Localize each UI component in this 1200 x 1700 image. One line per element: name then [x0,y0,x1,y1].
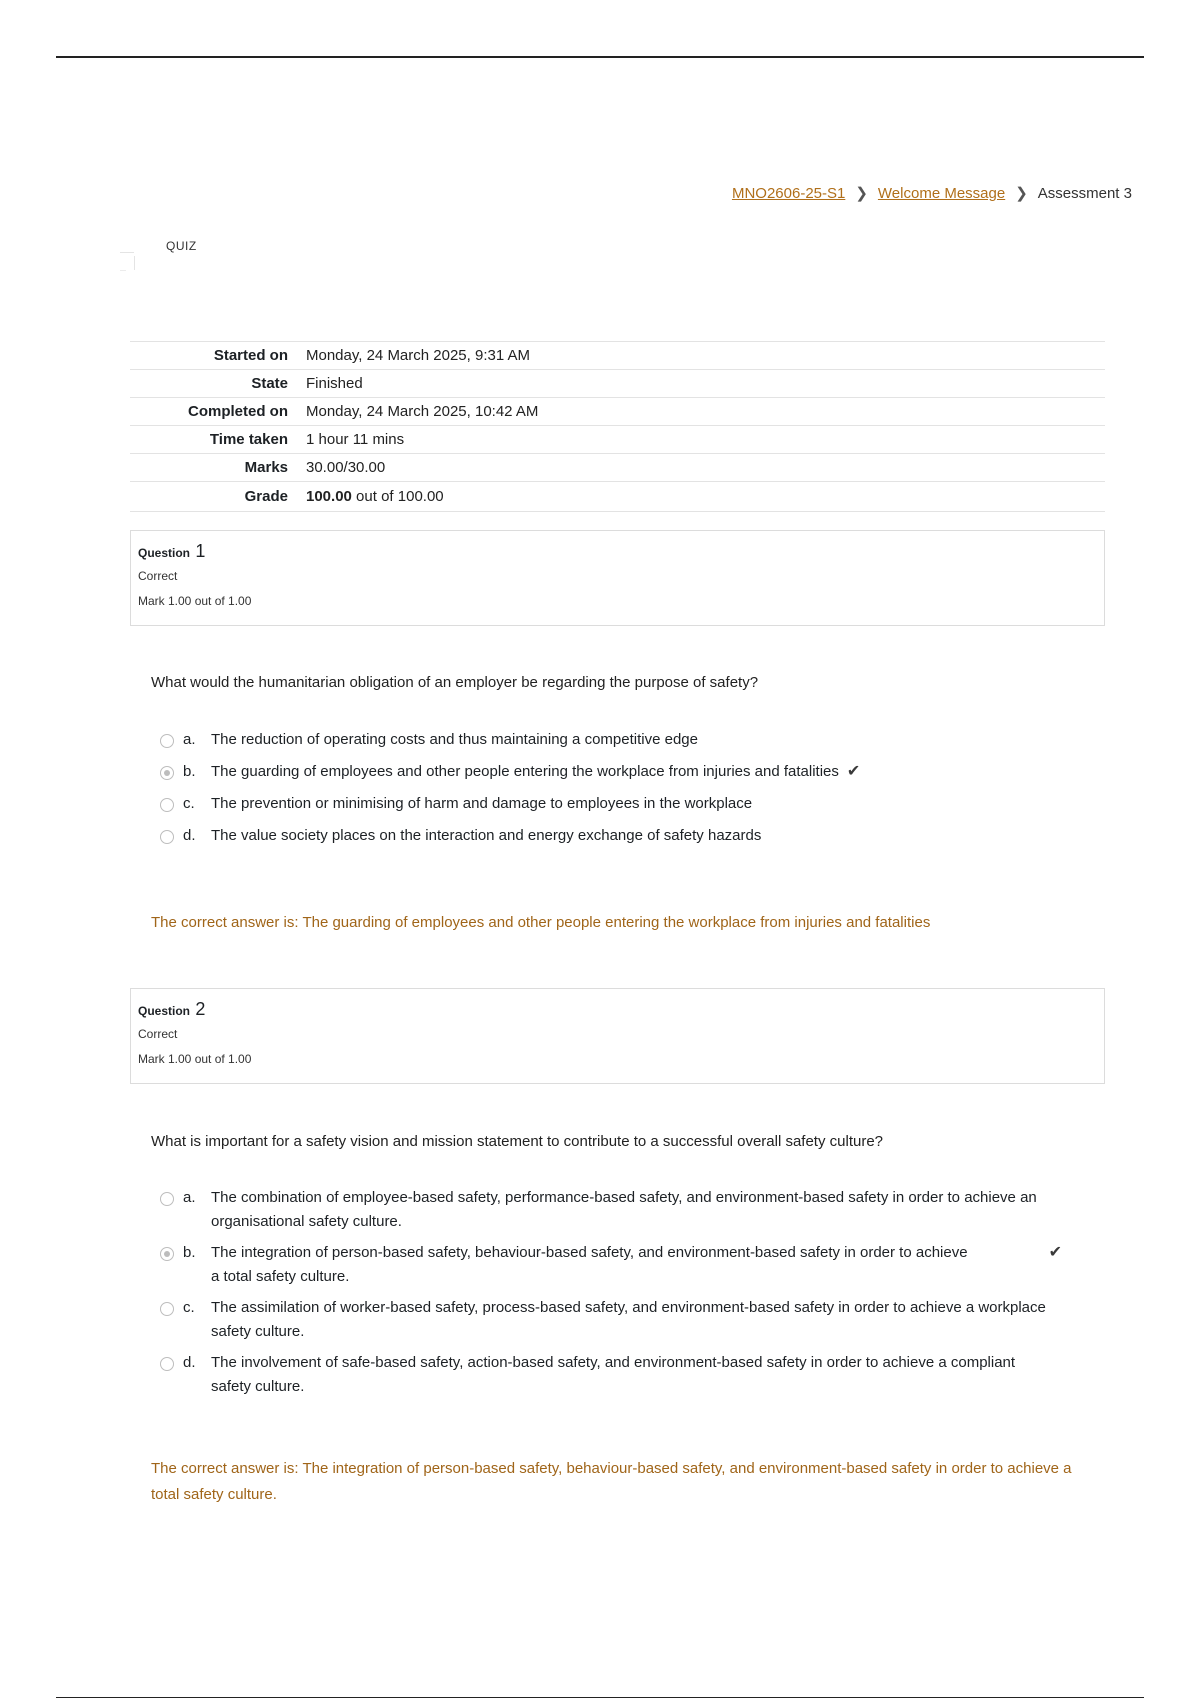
question-text: What would the humanitarian obligation of an employer be regarding the purpose of safety? [151,674,759,691]
check-icon: ✔ [1048,1244,1062,1261]
summary-value [306,482,1105,512]
question-number-value: 1 [195,541,206,561]
answer-option-a[interactable] [160,1186,1080,1234]
question-mark: Mark 1.00 out of 1.00 [138,594,252,608]
summary-key: Grade [130,482,306,512]
summary-value: 1 hour 11 mins [306,426,1105,454]
answer-option-d[interactable] [160,824,1080,848]
summary-value: 30.00/30.00 [306,454,1105,482]
question-state: Correct [138,569,178,583]
summary-row [130,454,1105,482]
answer-option-b[interactable] [160,1241,1080,1289]
chevron-right-icon: ❯ [1015,185,1028,202]
radio-button[interactable] [160,1302,174,1316]
radio-button[interactable] [160,1192,174,1206]
grade-value: 100.00 [306,488,352,505]
summary-row [130,482,1105,512]
summary-row [130,370,1105,398]
option-text: The prevention or minimising of harm and damage to employees in the workplace [211,795,753,812]
option-text: The assimilation of worker-based safety, process-based safety, and environment-based safety in order to achieve a workplace safety culture. [211,1299,1046,1340]
breadcrumb-section-link[interactable]: Welcome Message [877,184,1006,202]
question-info-box [130,988,1105,1084]
summary-row [130,426,1105,454]
radio-button[interactable] [160,830,174,844]
summary-key: State [130,370,306,398]
summary-key: Marks [130,454,306,482]
answer-option-d[interactable] [160,1351,1080,1399]
summary-value: Monday, 24 March 2025, 10:42 AM [306,398,1105,426]
option-text: The guarding of employees and other people entering the workplace from injuries and fatalities [211,763,839,780]
option-letter: b. [183,763,196,780]
option-letter: c. [183,795,195,812]
correct-answer-feedback: The correct answer is: The guarding of employees and other people entering the workplace from injuries and fatalities [151,914,931,931]
question-label: Question [138,1004,191,1018]
question-number-value: 2 [195,999,206,1019]
option-letter: a. [183,1189,196,1206]
summary-value: Finished [306,370,1105,398]
option-text: The reduction of operating costs and thus maintaining a competitive edge [211,731,698,748]
check-icon: ✔ [846,763,861,780]
correct-answer-feedback: The correct answer is: The integration of person-based safety, behaviour-based safety, and environment-based safety in order to achieve a total safety culture. [151,1460,1072,1503]
radio-button-selected[interactable] [160,766,174,780]
question-text: What is important for a safety vision and mission statement to contribute to a successful overall safety culture? [151,1133,884,1150]
breadcrumb [732,184,1132,202]
radio-button[interactable] [160,1357,174,1371]
option-text: The involvement of safe-based safety, action-based safety, and environment-based safety in order to achieve a compliant safety culture. [211,1354,1016,1395]
option-letter: a. [183,731,196,748]
summary-value: Monday, 24 March 2025, 9:31 AM [306,342,1105,370]
summary-key: Started on [130,342,306,370]
answer-list [160,1186,1080,1399]
activity-label: QUIZ [166,239,197,253]
question-state: Correct [138,1027,178,1041]
breadcrumb-course-link[interactable]: MNO2606-25-S1 [731,184,846,202]
radio-button[interactable] [160,734,174,748]
radio-button[interactable] [160,798,174,812]
question-label: Question [138,546,191,560]
answer-option-b[interactable] [160,760,1080,784]
chevron-right-icon: ❯ [855,185,868,202]
answer-option-a[interactable] [160,728,1080,752]
answer-list [160,728,1080,848]
option-text: The value society places on the interaction and energy exchange of safety hazards [211,827,762,844]
option-text: The integration of person-based safety, behaviour-based safety, and environment-based safety in order to achieve a total safety culture. [211,1244,968,1285]
option-letter: d. [183,1354,196,1371]
summary-key: Time taken [130,426,306,454]
option-letter: c. [183,1299,195,1316]
bottom-rule [56,1697,1144,1698]
summary-key: Completed on [130,398,306,426]
option-letter: d. [183,827,196,844]
top-rule [56,56,1144,58]
question-number [138,999,1097,1020]
option-letter: b. [183,1244,196,1261]
option-text: The combination of employee-based safety, performance-based safety, and environment-based safety in order to achieve an organisational safety culture. [211,1189,1037,1230]
grade-out-of: out of 100.00 [351,488,444,505]
summary-row [130,342,1105,370]
answer-option-c[interactable] [160,792,1080,816]
question-info-box [130,530,1105,626]
quiz-icon [118,250,142,278]
breadcrumb-current: Assessment 3 [1037,184,1132,202]
answer-option-c[interactable] [160,1296,1080,1344]
attempt-summary-table [130,341,1105,512]
summary-row [130,398,1105,426]
question-mark: Mark 1.00 out of 1.00 [138,1052,252,1066]
radio-button-selected[interactable] [160,1247,174,1261]
question-number [138,541,1097,562]
